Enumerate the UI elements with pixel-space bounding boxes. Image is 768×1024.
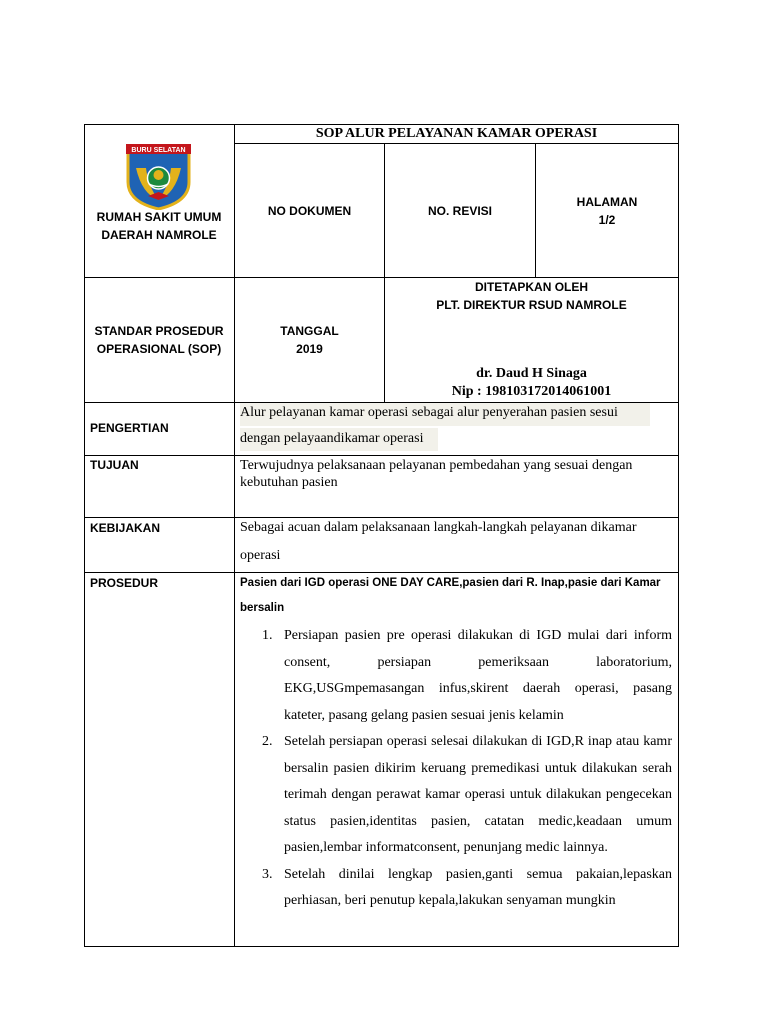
ditetapkan-by: PLT. DIREKTUR RSUD NAMROLE xyxy=(436,298,627,312)
halaman-label: HALAMAN xyxy=(576,195,638,209)
column-divider-main xyxy=(234,124,235,947)
step-text: Setelah dinilai lengkap pasien,ganti semua pakaian,lepaskan perhiasan, beri penutup kepala,lakukan senyaman mungkin xyxy=(284,866,672,908)
tujuan-label: TUJUAN xyxy=(90,458,139,472)
sop-label: STANDAR PROSEDUR OPERASIONAL (SOP) xyxy=(94,324,224,356)
tujuan-text: Terwujudnya pelaksanaan pelayanan pembedahan yang sesuai dengan kebutuhan pasien xyxy=(240,458,633,490)
prosedur-intro-line-2: bersalin xyxy=(240,602,285,614)
step-number: 1. xyxy=(262,628,273,643)
row-divider-5 xyxy=(84,572,679,573)
step-text: Persiapan pasien pre operasi dilakukan di IGD mulai dari inform consent, persiapan pemeriksaan laboratorium, EKG,USGmpemasangan infus,skirent daerah operasi, pasang kateter, pasang gelang pasien sesuai jenis kelamin xyxy=(284,628,672,723)
signer-name: dr. Daud H Sinaga xyxy=(476,366,587,381)
pengertian-line-1: Alur pelayanan kamar operasi sebagai alur penyerahan pasien sesui xyxy=(240,403,650,426)
prosedur-step xyxy=(262,623,672,729)
tanggal-value: 2019 xyxy=(296,342,323,356)
prosedur-steps-list xyxy=(262,623,672,915)
step-text: Setelah persiapan operasi selesai dilakukan di IGD,R inap atau kamr bersalin pasien dikirim keruang premedikasi untuk dilakukan serah terimah dengan perawat kamar operasi untuk dilakukan pengecekan status pasien,identitas pasien, catatan medic,keadaan umum pasien,lembar informatconsent, penunjang medic lainnya. xyxy=(284,734,672,855)
prosedur-step xyxy=(262,862,672,915)
prosedur-label: PROSEDUR xyxy=(90,576,159,590)
regency-crest-icon xyxy=(122,142,195,210)
table-border-bottom xyxy=(84,946,679,947)
hospital-name: RUMAH SAKIT UMUM DAERAH NAMROLE xyxy=(96,210,222,242)
logo-text: BURU SELATAN xyxy=(131,147,186,154)
pengertian-label: PENGERTIAN xyxy=(90,421,169,435)
kebijakan-line-1: Sebagai acuan dalam pelaksanaan langkah-langkah pelayanan dikamar xyxy=(240,520,637,535)
row-divider-3 xyxy=(84,455,679,456)
halaman-value: 1/2 xyxy=(598,213,616,227)
tanggal-label: TANGGAL xyxy=(280,324,339,338)
kebijakan-line-2: operasi xyxy=(240,548,281,563)
title-divider xyxy=(234,143,679,144)
document-title: SOP ALUR PELAYANAN KAMAR OPERASI xyxy=(315,126,598,141)
prosedur-step xyxy=(262,729,672,862)
no-dokumen-label: NO DOKUMEN xyxy=(267,204,352,218)
column-divider-2 xyxy=(384,143,385,403)
no-revisi-label: NO. REVISI xyxy=(427,204,492,218)
step-number: 3. xyxy=(262,866,273,882)
prosedur-intro-line-1: Pasien dari IGD operasi ONE DAY CARE,pasien dari R. Inap,pasie dari Kamar xyxy=(240,577,661,589)
ditetapkan-label: DITETAPKAN OLEH xyxy=(474,280,589,294)
table-border-left xyxy=(84,124,85,947)
table-border-right xyxy=(678,124,679,947)
signer-nip: Nip : 198103172014061001 xyxy=(451,384,612,399)
kebijakan-label: KEBIJAKAN xyxy=(90,521,161,535)
pengertian-line-2: dengan pelayaandikamar operasi xyxy=(240,428,438,451)
step-number: 2. xyxy=(262,734,273,749)
